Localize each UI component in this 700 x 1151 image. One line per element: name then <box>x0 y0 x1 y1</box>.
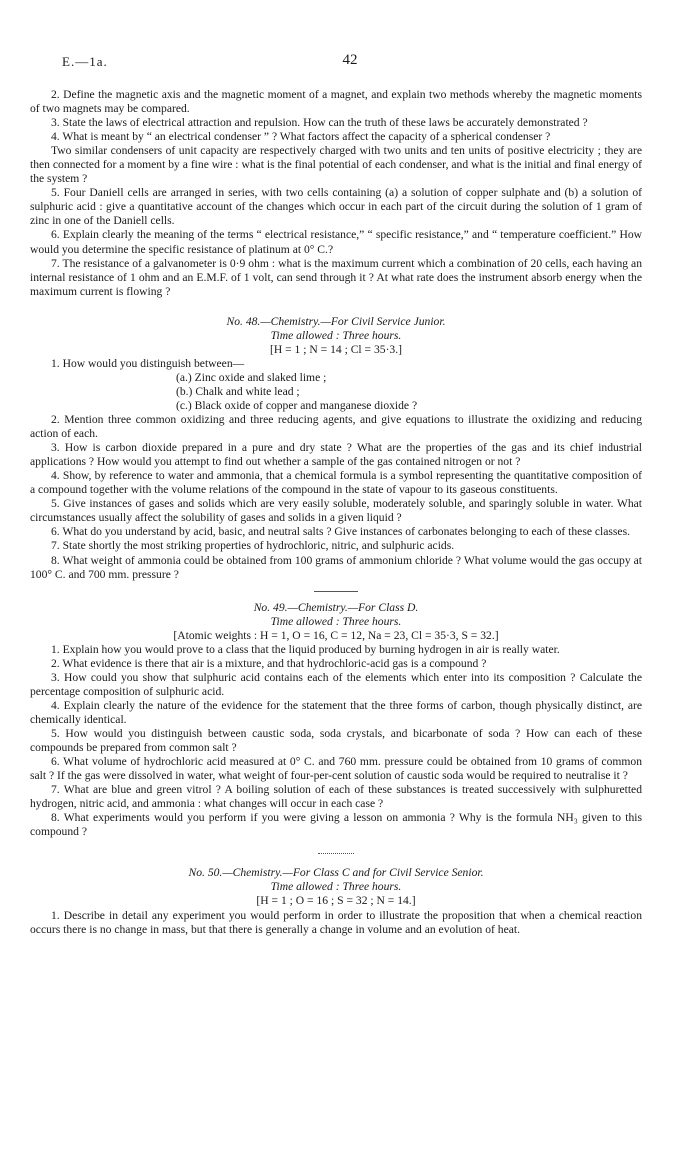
section-48-weights: [H = 1 ; N = 14 ; Cl = 35·3.] <box>269 342 402 356</box>
question-paragraph: 6. What do you understand by acid, basic, and neutral salts ? Give instances of carbonates belonging to each of these classes. <box>51 525 630 539</box>
question-paragraph: 4. Explain clearly the nature of the evidence for the statement that the three forms of carbon, though physically distinct, are chemically identical. <box>30 698 642 726</box>
section-50-weights: [H = 1 ; O = 16 ; S = 32 ; N = 14.] <box>256 894 416 908</box>
question-paragraph: 2. Define the magnetic axis and the magnetic moment of a magnet, and explain two methods whereby the magnetic moments of two magnets may be compared. <box>30 88 642 116</box>
section-48-title: No. 48.—Chemistry.—For Civil Service Junior. <box>226 314 446 328</box>
question-paragraph: 7. The resistance of a galvanometer is 0·9 ohm : what is the maximum current which a combination of 20 cells, each having an internal resistance of 1 ohm and an E.M.F. of 1 volt, can send through it ? At what rate does the instrument absorb energy when the maximum current is flowing ? <box>30 256 642 298</box>
question-paragraph: 8. What experiments would you perform if you were giving a lesson on ammonia ? Why is the formula NH₃ given to this compound ? <box>30 811 642 839</box>
question-paragraph: 5. How would you distinguish between caustic soda, soda crystals, and bicarbonate of soda ? How can each of these compounds be prepared from common salt ? <box>30 727 642 755</box>
question-paragraph: Two similar condensers of unit capacity are respectively charged with two units and ten units of positive electricity ; they are then connected for a moment by a fine wire : what is the final potential of each condenser, and what is the initial and final energy of the system ? <box>30 144 642 186</box>
question-paragraph: 2. Mention three common oxidizing and three reducing agents, and give equations to illustrate the oxidizing and reducing action of each. <box>30 413 642 441</box>
question-paragraph: 3. State the laws of electrical attraction and repulsion. How can the truth of these laws be accurately demonstrated ? <box>51 116 588 130</box>
question-paragraph: 3. How is carbon dioxide prepared in a pure and dry state ? What are the properties of the gas and its chief industrial applications ? How would you attempt to find out whether a sample of the gas contained nitrogen or not ? <box>30 441 642 469</box>
page-number: 42 <box>342 52 358 68</box>
section-divider <box>314 591 358 592</box>
question-paragraph: 5. Four Daniell cells are arranged in series, with two cells containing (a) a solution of copper sulphate and (b) a solution of sulphuric acid : give a quantitative account of the changes which occur in each part of the circuit during the solution of 1 gram of zinc in one of the Daniell cells. <box>30 186 642 228</box>
section-divider <box>318 853 354 854</box>
question-paragraph: 3. How could you show that sulphuric acid contains each of the elements which enter into its composition ? Calculate the percentage composition of sulphuric acid. <box>30 670 642 698</box>
question-paragraph: 2. What evidence is there that air is a mixture, and that hydrochloric-acid gas is a compound ? <box>51 656 487 670</box>
question-paragraph: 7. State shortly the most striking properties of hydrochloric, nitric, and sulphuric acids. <box>51 539 455 553</box>
question-sub-item: (c.) Black oxide of copper and manganese dioxide ? <box>176 398 418 412</box>
question-sub-item: (a.) Zinc oxide and slaked lime ; <box>176 370 327 384</box>
question-paragraph: 4. Show, by reference to water and ammonia, that a chemical formula is a symbol representing the quantitative composition of a compound together with the volume relations of the compound in the state of vapour to its gaseous constituents. <box>30 469 642 497</box>
question-paragraph: 4. What is meant by “ an electrical condenser ” ? What factors affect the capacity of a spherical condenser ? <box>51 130 551 144</box>
question-paragraph: 1. Explain how you would prove to a class that the liquid produced by burning hydrogen in air is really water. <box>51 642 560 656</box>
page-body <box>30 88 642 937</box>
section-48-time: Time allowed : Three hours. <box>270 328 402 342</box>
section-49-title: No. 49.—Chemistry.—For Class D. <box>253 600 419 614</box>
question-paragraph: 1. Describe in detail any experiment you would perform in order to illustrate the proposition that when a chemical reaction occurs there is no change in mass, but that there is generally a change in volume and an evolution of heat. <box>30 908 642 936</box>
section-49-weights: [Atomic weights : H = 1, O = 16, C = 12, Na = 23, Cl = 35·3, S = 32.] <box>173 628 499 642</box>
question-paragraph: 8. What weight of ammonia could be obtained from 100 grams of ammonium chloride ? What volume would the gas occupy at 100° C. and 700 mm. pressure ? <box>30 553 642 581</box>
question-paragraph: 1. How would you distinguish between— <box>51 356 245 370</box>
document-code: E.—1a. <box>62 54 108 69</box>
section-50-title: No. 50.—Chemistry.—For Class C and for Civil Service Senior. <box>188 866 484 880</box>
section-50-time: Time allowed : Three hours. <box>270 880 402 894</box>
section-49-time: Time allowed : Three hours. <box>270 614 402 628</box>
question-paragraph: 6. Explain clearly the meaning of the terms “ electrical resistance,” “ specific resistance,” and “ temperature coefficient.” How would you determine the specific resistance of platinum at 0° C.? <box>30 228 642 256</box>
question-paragraph: 7. What are blue and green vitrol ? A boiling solution of each of these substances is treated successively with sulphuretted hydrogen, nitric acid, and ammonia : what changes will occur in each case ? <box>30 783 642 811</box>
question-paragraph: 6. What volume of hydrochloric acid measured at 0° C. and 760 mm. pressure could be obtained from 10 grams of common salt ? If the gas were dissolved in water, what weight of four-per-cent solution of caustic soda would be required to neutralise it ? <box>30 755 642 783</box>
question-sub-item: (b.) Chalk and white lead ; <box>176 384 300 398</box>
question-paragraph: 5. Give instances of gases and solids which are very easily soluble, moderately soluble, and sparingly soluble in water. What circumstances usually affect the solubility of gases and solids in a given liquid ? <box>30 497 642 525</box>
